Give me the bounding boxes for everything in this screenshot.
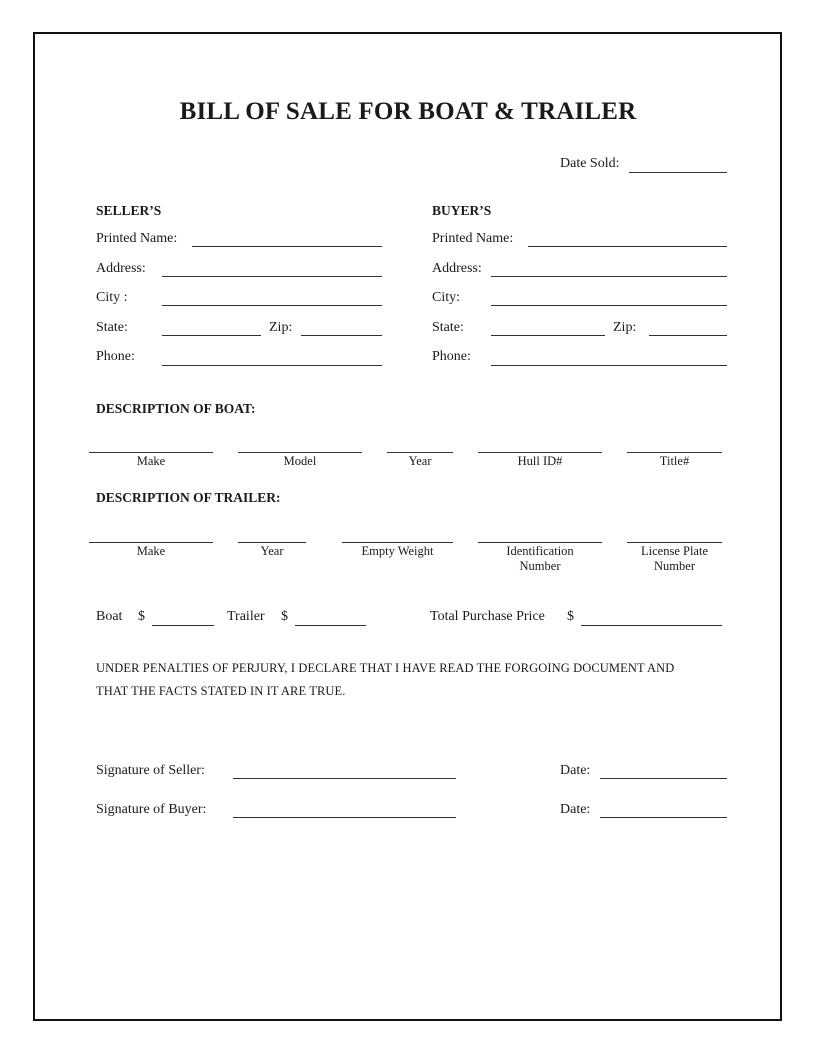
trailer-year-label: Year [260,544,284,558]
buyer-zip-field[interactable] [649,335,727,336]
boat-model-field[interactable] [238,452,362,453]
boat-make-field[interactable] [89,452,213,453]
seller-address-field[interactable] [162,276,382,277]
date-sold-field[interactable] [629,172,727,173]
buyer-heading: BUYER’S [432,203,492,218]
buyer-city-field[interactable] [491,305,727,306]
trailer-empty-weight-label: Empty Weight [361,544,434,558]
trailer-identification-field[interactable] [478,542,602,543]
boat-make-label: Make [136,454,166,468]
buyer-signature-field[interactable] [233,817,456,818]
boat-heading: DESCRIPTION OF BOAT: [96,401,256,416]
trailer-heading: DESCRIPTION OF TRAILER: [96,490,281,505]
buyer-date-label: Date: [560,802,591,817]
trailer-year-field[interactable] [238,542,306,543]
seller-heading: SELLER’S [96,203,162,218]
trailer-price-field[interactable] [295,625,366,626]
buyer-printed-name-label: Printed Name: [432,231,514,246]
boat-hull-id-label: Hull ID# [517,454,563,468]
date-sold-label: Date Sold: [560,156,620,171]
buyer-zip-label: Zip: [613,320,637,335]
buyer-phone-field[interactable] [491,365,727,366]
trailer-license-plate-label: License Plate [641,544,708,558]
trailer-identification-label-2: Number [519,559,561,573]
trailer-price-currency: $ [281,609,288,624]
seller-city-label: City : [96,290,128,305]
seller-state-field[interactable] [162,335,261,336]
seller-date-field[interactable] [600,778,727,779]
buyer-state-field[interactable] [491,335,605,336]
seller-printed-name-label: Printed Name: [96,231,178,246]
buyer-printed-name-field[interactable] [528,246,727,247]
seller-phone-field[interactable] [162,365,382,366]
seller-address-label: Address: [96,261,146,276]
seller-phone-label: Phone: [96,349,135,364]
boat-title-label: Title# [659,454,690,468]
trailer-license-plate-label-2: Number [654,559,695,573]
total-price-currency: $ [567,609,574,624]
boat-title-field[interactable] [627,452,722,453]
trailer-price-label: Trailer [227,609,265,624]
declaration-line-1: UNDER PENALTIES OF PERJURY, I DECLARE THAT I HAVE READ THE FORGOING DOCUMENT AND [96,661,675,675]
boat-price-label: Boat [96,609,123,624]
buyer-address-field[interactable] [491,276,727,277]
declaration-line-2: THAT THE FACTS STATED IN IT ARE TRUE. [96,684,346,698]
buyer-address-label: Address: [432,261,482,276]
seller-state-label: State: [96,320,128,335]
buyer-city-label: City: [432,290,461,305]
boat-model-label: Model [283,454,317,468]
trailer-make-field[interactable] [89,542,213,543]
buyer-date-field[interactable] [600,817,727,818]
seller-city-field[interactable] [162,305,382,306]
boat-year-label: Year [408,454,432,468]
page-border [33,32,782,1021]
boat-year-field[interactable] [387,452,453,453]
trailer-empty-weight-field[interactable] [342,542,453,543]
boat-hull-id-field[interactable] [478,452,602,453]
boat-price-currency: $ [138,609,145,624]
buyer-state-label: State: [432,320,464,335]
boat-price-field[interactable] [152,625,214,626]
trailer-identification-label: Identification [506,544,574,558]
seller-date-label: Date: [560,763,591,778]
seller-printed-name-field[interactable] [192,246,382,247]
seller-zip-field[interactable] [301,335,382,336]
total-price-field[interactable] [581,625,722,626]
seller-signature-label: Signature of Seller: [96,763,205,778]
seller-zip-label: Zip: [269,320,293,335]
document-title: BILL OF SALE FOR BOAT & TRAILER [179,98,637,125]
trailer-license-plate-field[interactable] [627,542,722,543]
buyer-signature-label: Signature of Buyer: [96,802,207,817]
trailer-make-label: Make [136,544,166,558]
buyer-phone-label: Phone: [432,349,471,364]
seller-signature-field[interactable] [233,778,456,779]
total-price-label: Total Purchase Price [430,609,545,624]
